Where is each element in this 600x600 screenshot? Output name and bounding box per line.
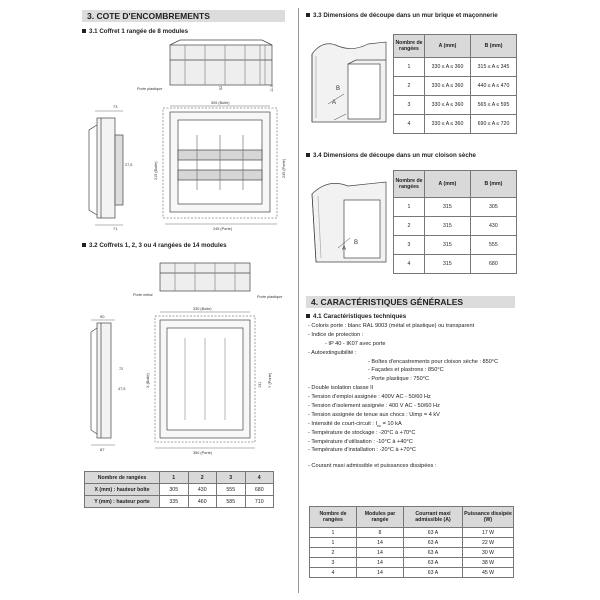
figure-decoupe-mur-brique: [308, 34, 390, 129]
dim-245-porte: 245 (Porte): [213, 227, 232, 231]
table-cell: 14: [357, 548, 404, 558]
table-header-cell: A (mm): [425, 171, 471, 198]
table-cell: 335: [160, 496, 189, 508]
spec-line: - Boîtes d'encastrements pour cloison sèche : 850°C: [368, 358, 499, 365]
table-cell: 2: [394, 77, 425, 96]
table-cell: 315: [425, 217, 471, 236]
table-cell: 690 ≤ A ≤ 720: [471, 115, 517, 134]
table-courant-puissance: [309, 506, 514, 578]
section-4-title: 4. CARACTÉRISTIQUES GÉNÉRALES: [311, 297, 464, 307]
table-cell: 710: [245, 496, 274, 508]
table-row: [394, 77, 517, 96]
spec-line: - Autoextinguibilité :: [308, 349, 357, 356]
table-hauteurs-coffrets: [84, 471, 274, 508]
table-header-cell: Nombre de rangées: [394, 171, 425, 198]
bullet-square-icon: [82, 29, 86, 33]
dim-27-5: 27,5: [125, 163, 133, 167]
table-cell: 63 A: [404, 558, 463, 568]
table-header-cell: Nombre de rangées: [85, 472, 160, 484]
dim-350-porte: 350 (Porte): [193, 451, 212, 455]
table-header-cell: Nombre de rangées: [394, 35, 425, 58]
spec-line: - Tension d'isolement assignée : 400 V AC - 50/60 Hz: [308, 403, 440, 410]
bullet-square-icon: [306, 153, 310, 157]
table-cell: 565 ≤ A ≤ 595: [471, 96, 517, 115]
table-row: [310, 558, 514, 568]
label-porte-plastique-1: Porte plastique: [137, 87, 163, 91]
spec-line: - Coloris porte : blanc RAL 9003 (métal et plastique) ou transparent: [308, 323, 475, 329]
table-cell: 14: [357, 568, 404, 578]
table-row: [394, 115, 517, 134]
table-cell: 330 ≤ A ≤ 360: [425, 115, 471, 134]
table-row: [85, 484, 274, 496]
fig-label-a-2: A: [342, 246, 347, 252]
table-header-cell: 1: [160, 472, 189, 484]
table-cell: 63 A: [404, 538, 463, 548]
fig-label-a-1: A: [332, 100, 337, 106]
spec-line-icc: - Intensité de court-circuit : $I_{cc} = 10$ kA: [308, 420, 402, 428]
table-cell: 38 W: [463, 558, 514, 568]
front-view-coffret: [163, 108, 277, 218]
table-cell: 14: [357, 538, 404, 548]
label-porte-metal: Porte métal: [133, 293, 153, 297]
table-header-cell: 3: [217, 472, 246, 484]
table-header-row: [394, 35, 517, 58]
table-cell: 680: [245, 484, 274, 496]
figure-coffret-8-modules: [85, 40, 290, 235]
table-cell: 555: [470, 236, 516, 255]
table-cell: 2: [310, 548, 357, 558]
table-cell: 4: [394, 115, 425, 134]
table-row-label: X (mm) : hauteur boîte: [85, 484, 160, 496]
dim-90: 90: [100, 314, 105, 319]
table-cell: 1: [310, 528, 357, 538]
table-row: [85, 496, 274, 508]
table-cell: 63 A: [404, 528, 463, 538]
subsection-3-2-title: 3.2 Coffrets 1, 2, 3 ou 4 rangées de 14 modules: [82, 242, 227, 249]
table-cell: 440 ≤ A ≤ 470: [471, 77, 517, 96]
table-cell: 3: [394, 96, 425, 115]
spec-line: - Température d'installation : -20°C à +70°C: [308, 447, 416, 454]
table-cell: 14: [357, 558, 404, 568]
table-cell: 3: [310, 558, 357, 568]
table-row: [394, 198, 517, 217]
table-header-cell: 4: [245, 472, 274, 484]
fig-label-b-2: B: [354, 240, 359, 246]
table-cell: 330 ≤ A ≤ 360: [425, 96, 471, 115]
spec-line: - Température d'utilisation : -10°C à +40°C: [308, 438, 413, 445]
table-cell: 315: [425, 236, 471, 255]
table-header-cell: B (mm): [470, 171, 516, 198]
figure-decoupe-cloison-seche: [308, 172, 390, 267]
dim-131: 131: [258, 381, 262, 388]
table-cell: 330 ≤ A ≤ 360: [425, 77, 471, 96]
table-header-cell: Nombre de rangées: [310, 507, 357, 528]
dim-52: 52: [219, 85, 223, 90]
section-3-title: 3. COTE D'ENCOMBREMENTS: [87, 11, 210, 21]
table-header-cell: 2: [188, 472, 217, 484]
table-cell: 315 ≤ A ≤ 345: [471, 58, 517, 77]
fig-label-b-1: B: [336, 86, 341, 92]
table-cell: 555: [217, 484, 246, 496]
table-header-cell: Courrant maxi admissible (A): [404, 507, 463, 528]
dim-330-boite: 330 (Boite): [193, 307, 212, 311]
table-decoupe-brique: [393, 34, 517, 134]
figure-coffret-14-modules: [85, 258, 290, 458]
spec-line: - Indice de protection :: [308, 331, 364, 338]
table-header-cell: Modules par rangée: [357, 507, 404, 528]
table-header-row: [85, 472, 274, 484]
table-cell: 305: [160, 484, 189, 496]
section-3-header: [82, 10, 285, 22]
side-view-coffret: [89, 118, 123, 218]
spec-line: - Température de stockage : -20°C à +70°C: [308, 429, 416, 436]
dim-215-boite: 215 (Boite): [154, 161, 158, 180]
table-cell: 585: [217, 496, 246, 508]
table-cell: 460: [188, 496, 217, 508]
table-decoupe-cloison: [393, 170, 517, 274]
subsection-3-3-title: 3.3 Dimensions de découpe dans un mur brique et maçonnerie: [306, 12, 498, 19]
table-row-label: Y (mm) : hauteur porte: [85, 496, 160, 508]
dim-72: 72: [119, 367, 124, 371]
spec-line: - Tension d'emploi assignée : 400V AC - 50/60 Hz: [308, 394, 431, 401]
table-row: [394, 96, 517, 115]
dim-235-porte: 235 (Porte): [282, 159, 286, 178]
table-cell: 17 W: [463, 528, 514, 538]
table-cell: 63 A: [404, 568, 463, 578]
table-cell: 2: [394, 217, 425, 236]
table-row: [310, 548, 514, 558]
table-cell: 1: [310, 538, 357, 548]
table-header-row: [394, 171, 517, 198]
spec-list: [308, 322, 498, 471]
spec-line: - Courant maxi admissible et puissances dissipées :: [308, 463, 437, 470]
bullet-square-icon: [82, 243, 86, 247]
table-header-cell: Puissance dissipée (W): [463, 507, 514, 528]
dim-87: 87: [100, 447, 105, 452]
section-4-header: [306, 296, 515, 308]
dim-y-porte: Y (Porte): [268, 372, 272, 388]
dim-73: 73: [113, 104, 118, 109]
spec-line: - Tension assignée de tenue aux chocs : Uimp = 4 kV: [308, 411, 440, 418]
subsection-4-1-title: 4.1 Caractéristiques techniques: [306, 313, 406, 320]
table-row: [310, 568, 514, 578]
dim-71: 71: [113, 226, 118, 231]
table-row: [310, 538, 514, 548]
table-row: [394, 58, 517, 77]
table-cell: 22 W: [463, 538, 514, 548]
table-row: [310, 528, 514, 538]
spec-line: - Façades et plastrons : 850°C: [368, 367, 444, 374]
table-cell: 3: [394, 236, 425, 255]
table-header-row: [310, 507, 514, 528]
bullet-square-icon: [306, 13, 310, 17]
table-cell: 330 ≤ A ≤ 360: [425, 58, 471, 77]
table-cell: 305: [470, 198, 516, 217]
side-view-coffret-14: [91, 323, 111, 438]
table-row: [394, 255, 517, 274]
label-porte-plastique-2: Porte plastique: [257, 295, 283, 299]
table-cell: 680: [470, 255, 516, 274]
dim-x-boite: X (Boite): [146, 373, 150, 388]
table-cell: 45 W: [463, 568, 514, 578]
table-header-cell: A (mm): [425, 35, 471, 58]
table-row: [394, 236, 517, 255]
subsection-3-4-title: 3.4 Dimensions de découpe dans un mur cloison sèche: [306, 152, 476, 159]
spec-line: - Double isolation classe II: [308, 385, 374, 392]
bullet-square-icon: [306, 314, 310, 318]
table-cell: 30 W: [463, 548, 514, 558]
table-cell: 8: [357, 528, 404, 538]
table-cell: 4: [310, 568, 357, 578]
dim-305-boite: 305 (Boite): [211, 101, 230, 105]
table-cell: 4: [394, 255, 425, 274]
subsection-3-1-title: 3.1 Coffret 1 rangée de 8 modules: [82, 28, 188, 35]
spec-line: - IP 40 - IK07 avec porte: [325, 340, 386, 347]
table-cell: 1: [394, 198, 425, 217]
table-cell: 315: [425, 255, 471, 274]
table-cell: 430: [188, 484, 217, 496]
dim-11-5: 11,5: [270, 84, 274, 92]
table-cell: 1: [394, 58, 425, 77]
top-view-coffret-14: [160, 263, 250, 291]
table-cell: 430: [470, 217, 516, 236]
column-divider: [298, 8, 299, 593]
spec-line: - Porte plastique : 750°C: [368, 376, 430, 383]
front-view-coffret-14: [155, 316, 255, 442]
table-cell: 63 A: [404, 548, 463, 558]
dim-47-5: 47,5: [118, 387, 126, 391]
table-cell: 315: [425, 198, 471, 217]
table-row: [394, 217, 517, 236]
table-header-cell: B (mm): [471, 35, 517, 58]
top-view-coffret: [170, 40, 272, 85]
